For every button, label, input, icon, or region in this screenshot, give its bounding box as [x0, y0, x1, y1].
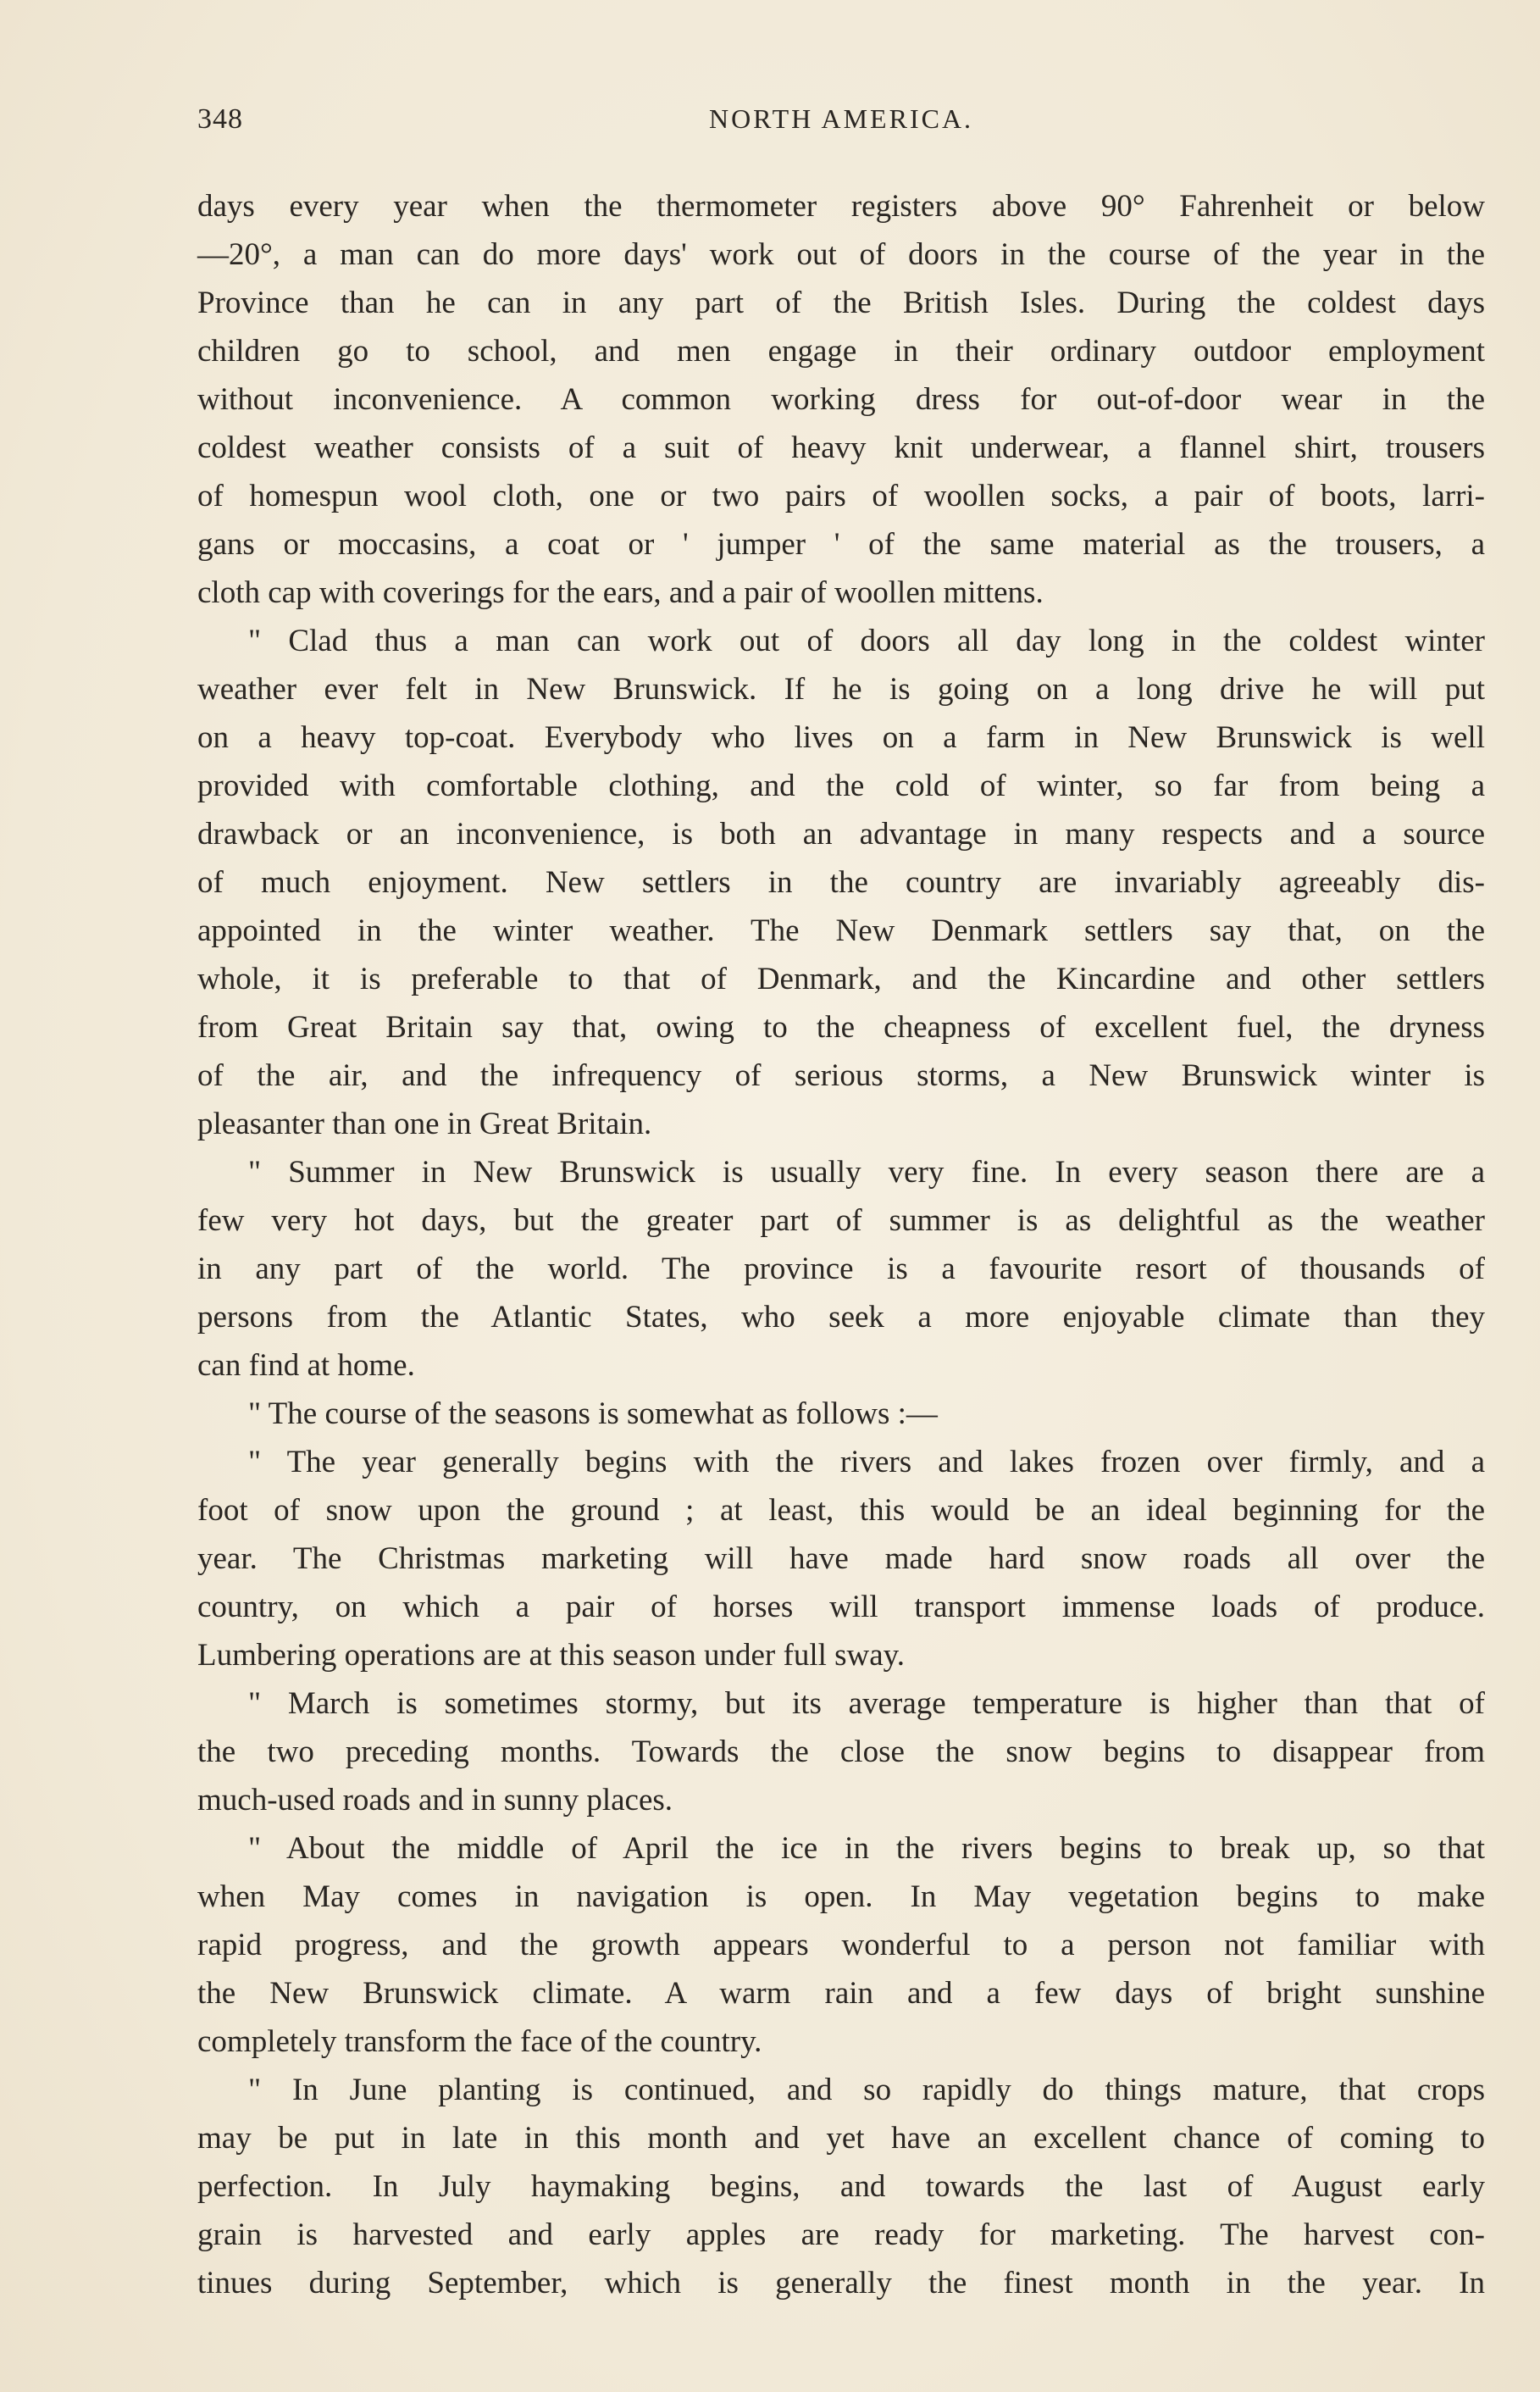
body-text — [197, 182, 1485, 2307]
text-line: persons from the Atlantic States, who seek a more enjoyable climate than they — [197, 1300, 1485, 1335]
text-line: Lumbering operations are at this season under full sway. — [197, 1638, 906, 1673]
text-line: weather ever felt in New Brunswick. If he is going on a long drive he will put — [197, 672, 1485, 707]
text-line: children go to school, and men engage in their ordinary outdoor employment — [197, 334, 1485, 369]
text-line: gans or moccasins, a coat or ' jumper ' of the same material as the trousers, a — [197, 527, 1485, 562]
text-line: of homespun wool cloth, one or two pairs of woollen socks, a pair of boots, larri- — [197, 479, 1485, 513]
text-line: " About the middle of April the ice in the rivers begins to break up, so that — [248, 1831, 1485, 1866]
text-line: on a heavy top-coat. Everybody who lives on a farm in New Brunswick is well — [197, 720, 1485, 755]
text-line: " The year generally begins with the rivers and lakes frozen over firmly, and a — [248, 1445, 1485, 1479]
text-line: when May comes in navigation is open. In May vegetation begins to make — [197, 1879, 1485, 1914]
text-line: country, on which a pair of horses will transport immense loads of produce. — [197, 1590, 1485, 1624]
text-line: of much enjoyment. New settlers in the country are invariably agreeably dis- — [197, 865, 1485, 900]
text-line: " March is sometimes stormy, but its average temperature is higher than that of — [248, 1686, 1485, 1721]
text-line: without inconvenience. A common working dress for out-of-door wear in the — [197, 382, 1485, 417]
text-line: " In June planting is continued, and so rapidly do things mature, that crops — [248, 2073, 1485, 2107]
text-line: " The course of the seasons is somewhat as follows :— — [248, 1396, 938, 1431]
text-line: much-used roads and in sunny places. — [197, 1783, 673, 1818]
running-head: NORTH AMERICA. — [708, 103, 974, 134]
text-line: whole, it is preferable to that of Denmark, and the Kincardine and other settlers — [197, 962, 1485, 996]
text-line: Province than he can in any part of the British Isles. During the coldest days — [197, 286, 1485, 320]
text-line: rapid progress, and the growth appears wonderful to a person not familiar with — [197, 1928, 1485, 1962]
page-header — [197, 103, 1485, 146]
text-line: the New Brunswick climate. A warm rain and a few days of bright sunshine — [197, 1976, 1485, 2011]
text-line: foot of snow upon the ground ; at least, this would be an ideal beginning for the — [197, 1493, 1485, 1528]
text-line: from Great Britain say that, owing to the cheapness of excellent fuel, the dryness — [197, 1010, 1485, 1045]
page-number: 348 — [197, 103, 243, 135]
text-line: completely transform the face of the country. — [197, 2024, 762, 2059]
text-line: drawback or an inconvenience, is both an advantage in many respects and a source — [197, 817, 1485, 852]
text-line: of the air, and the infrequency of serious storms, a New Brunswick winter is — [197, 1058, 1485, 1093]
text-line: grain is harvested and early apples are ready for marketing. The harvest con- — [197, 2217, 1485, 2252]
text-line: few very hot days, but the greater part of summer is as delightful as the weather — [197, 1203, 1485, 1238]
text-line: days every year when the thermometer registers above 90° Fahrenheit or below — [197, 189, 1485, 224]
text-line: " Summer in New Brunswick is usually very fine. In every season there are a — [248, 1155, 1485, 1190]
text-line: can find at home. — [197, 1348, 415, 1383]
text-line: pleasanter than one in Great Britain. — [197, 1107, 652, 1141]
text-line: coldest weather consists of a suit of heavy knit underwear, a flannel shirt, trousers — [197, 430, 1485, 465]
text-line: year. The Christmas marketing will have made hard snow roads all over the — [197, 1541, 1485, 1576]
text-line: the two preceding months. Towards the close the snow begins to disappear from — [197, 1734, 1485, 1769]
text-line: —20°, a man can do more days' work out of doors in the course of the year in the — [197, 237, 1485, 272]
text-line: " Clad thus a man can work out of doors all day long in the coldest winter — [248, 624, 1485, 658]
text-line: perfection. In July haymaking begins, and towards the last of August early — [197, 2169, 1485, 2204]
text-line: provided with comfortable clothing, and the cold of winter, so far from being a — [197, 769, 1485, 803]
text-line: cloth cap with coverings for the ears, and a pair of woollen mittens. — [197, 575, 1044, 610]
text-line: in any part of the world. The province is a favourite resort of thousands of — [197, 1251, 1485, 1286]
text-line: tinues during September, which is generally the finest month in the year. In — [197, 2266, 1485, 2300]
text-line: appointed in the winter weather. The New Denmark settlers say that, on the — [197, 913, 1485, 948]
text-line: may be put in late in this month and yet have an excellent chance of coming to — [197, 2121, 1485, 2156]
